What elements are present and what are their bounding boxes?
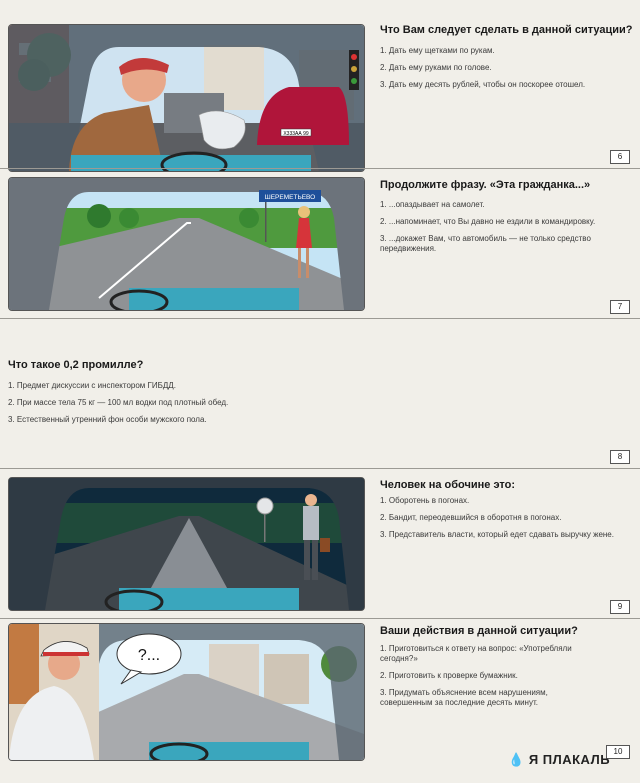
question-card-9 bbox=[0, 468, 640, 618]
answer-item: 1. Дать ему щетками по рукам. bbox=[380, 46, 495, 55]
site-watermark bbox=[508, 752, 610, 768]
speech-bubble-text: ?... bbox=[137, 647, 161, 664]
question-card-8 bbox=[0, 318, 640, 468]
answer-item: 1. ...опаздывает на самолет. bbox=[380, 200, 485, 209]
answer-item: 3. ...докажет Вам, что автомобиль — не только средство передвижения. bbox=[380, 234, 591, 253]
illustration-night-road-officer bbox=[8, 477, 365, 611]
question-card-6 bbox=[0, 10, 640, 168]
answer-list bbox=[380, 496, 628, 547]
answer-list bbox=[380, 644, 600, 715]
answer-item: 2. При массе тела 75 кг — 100 мл водки под плотный обед. bbox=[8, 398, 229, 407]
question-title: Что Вам следует сделать в данной ситуации? bbox=[380, 24, 633, 36]
illustration-window-washer bbox=[8, 24, 365, 172]
officer-scene bbox=[9, 624, 364, 760]
question-card-10 bbox=[0, 618, 640, 768]
answer-item: 1. Приготовиться к ответу на вопрос: «Употребляли сегодня?» bbox=[380, 644, 572, 663]
answer-item: 3. Представитель власти, который едет сдавать выручку жене. bbox=[380, 530, 614, 539]
answer-list bbox=[380, 46, 628, 97]
drop-icon: 💧 bbox=[508, 752, 525, 767]
question-title: Человек на обочине это: bbox=[380, 479, 516, 491]
answer-item: 2. Приготовить к проверке бумажник. bbox=[380, 671, 518, 680]
answer-item: 2. ...напоминает, что Вы давно не ездили в командировку. bbox=[380, 217, 596, 226]
card-number: 10 bbox=[606, 745, 630, 759]
night-road-scene bbox=[9, 478, 364, 610]
illustration-highway-hitchhiker bbox=[8, 177, 365, 311]
illustration-traffic-officer bbox=[8, 623, 365, 761]
answer-item: 3. Дать ему десять рублей, чтобы он поскорее отошел. bbox=[380, 80, 586, 89]
question-title: Что такое 0,2 промилле? bbox=[8, 359, 144, 371]
question-title: Продолжите фразу. «Эта гражданка...» bbox=[380, 179, 591, 191]
answer-item: 2. Бандит, переодевшийся в оборотня в погонах. bbox=[380, 513, 562, 522]
question-title: Ваши действия в данной ситуации? bbox=[380, 625, 578, 637]
license-plate: Х333АА 99 bbox=[283, 131, 309, 137]
car-interior-scene bbox=[9, 25, 364, 171]
card-number: 6 bbox=[610, 150, 630, 164]
watermark-text: Я ПЛАКАЛЬ bbox=[528, 752, 611, 767]
answer-item: 3. Придумать объяснение всем нарушениям, совершенным за последние десять минут. bbox=[380, 688, 548, 707]
card-number: 9 bbox=[610, 600, 630, 614]
card-number: 7 bbox=[610, 300, 630, 314]
question-card-7 bbox=[0, 168, 640, 318]
answer-item: 2. Дать ему руками по голове. bbox=[380, 63, 492, 72]
answer-list bbox=[8, 381, 388, 432]
highway-scene bbox=[9, 178, 364, 310]
answer-item: 1. Предмет дискуссии с инспектором ГИБДД. bbox=[8, 381, 176, 390]
answer-list bbox=[380, 200, 628, 261]
airport-sign: ШЕРЕМЕТЬЕВО bbox=[264, 194, 316, 201]
answer-item: 3. Естественный утренний фон особи мужского пола. bbox=[8, 415, 207, 424]
answer-item: 1. Оборотень в погонах. bbox=[380, 496, 470, 505]
card-number: 8 bbox=[610, 450, 630, 464]
